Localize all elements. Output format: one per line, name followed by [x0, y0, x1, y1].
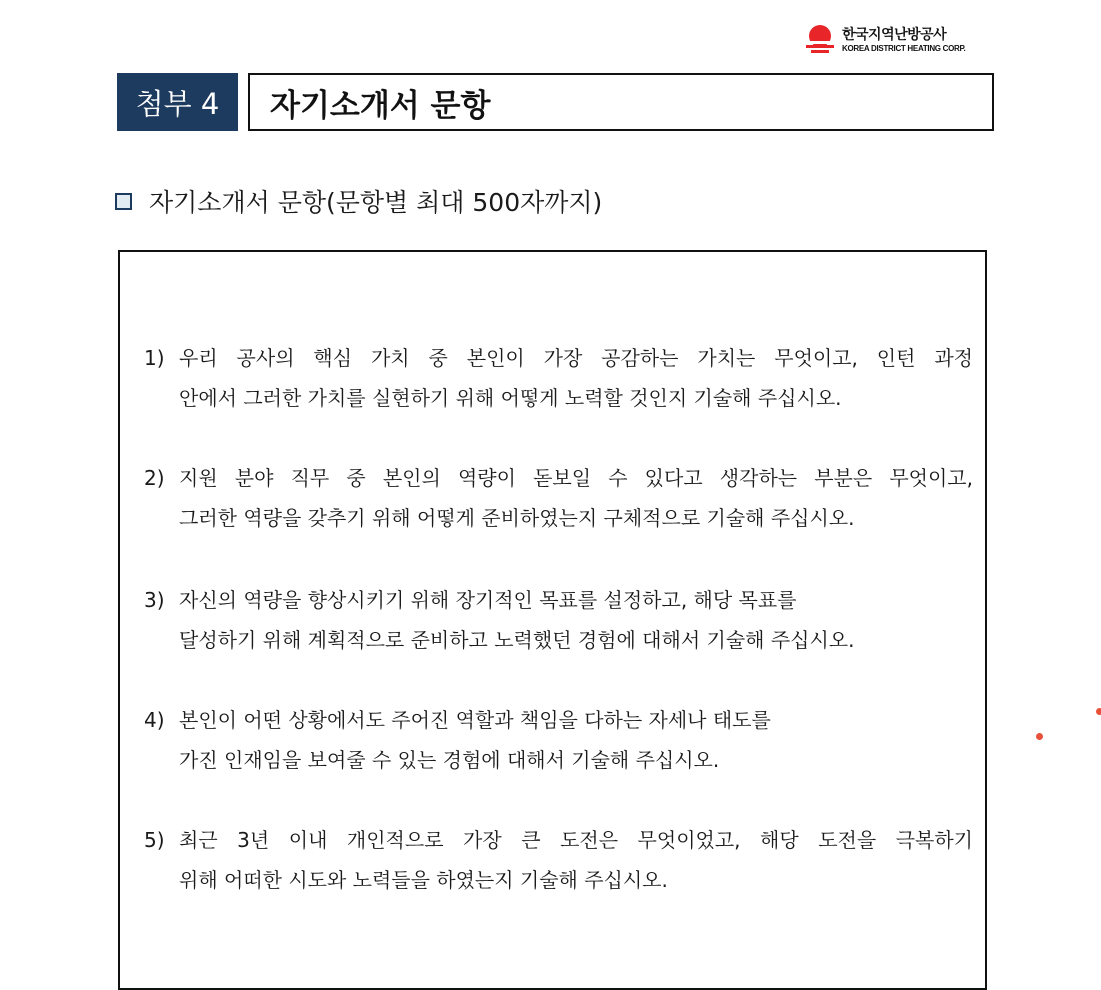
question-number: 1) [144, 346, 165, 370]
question-text: 지원 분야 직무 중 본인의 역량이 돋보일 수 있다고 생각하는 부분은 무엇이고, [179, 466, 973, 490]
question-text-continued: 달성하기 위해 계획적으로 준비하고 노력했던 경험에 대해서 기술해 주십시오. [179, 628, 855, 652]
subheading-text: 자기소개서 문항(문항별 최대 500자까지) [149, 188, 603, 217]
question-item [144, 338, 973, 418]
question-number: 2) [144, 466, 165, 490]
question-text-continued: 안에서 그러한 가치를 실현하기 위해 어떻게 노력할 것인지 기술해 주십시오. [179, 386, 842, 410]
question-item [144, 700, 771, 780]
page-title: 자기소개서 문항 [270, 87, 491, 124]
question-number: 4) [144, 708, 165, 732]
question-line [144, 820, 973, 860]
question-line [144, 700, 771, 740]
question-item [144, 458, 973, 538]
question-item [144, 580, 854, 660]
question-number: 5) [144, 828, 165, 852]
attachment-tag: 첨부 4 [117, 73, 238, 131]
question-number: 3) [144, 588, 165, 612]
section-subheading [115, 183, 602, 219]
red-dot-mark [1096, 708, 1101, 715]
sun-logo-icon [800, 22, 840, 62]
question-text: 우리 공사의 핵심 가치 중 본인이 가장 공감하는 가치는 무엇이고, 인턴 과정 [179, 346, 973, 370]
red-dot-mark [1036, 733, 1043, 740]
question-text-continued: 위해 어떠한 시도와 노력들을 하였는지 기술해 주십시오. [179, 868, 668, 892]
checkbox-square-icon [115, 193, 132, 210]
question-text: 본인이 어떤 상황에서도 주어진 역할과 책임을 다하는 자세나 태도를 [179, 708, 771, 732]
logo-name-english: KOREA DISTRICT HEATING CORP. [842, 44, 966, 53]
question-item [144, 820, 973, 900]
questions-box [118, 250, 987, 990]
question-line [144, 458, 973, 498]
company-logo [800, 22, 990, 62]
title-box [248, 73, 994, 131]
question-text: 자신의 역량을 향상시키기 위해 장기적인 목표를 설정하고, 해당 목표를 [179, 588, 797, 612]
question-text-continued: 가진 인재임을 보여줄 수 있는 경험에 대해서 기술해 주십시오. [179, 748, 720, 772]
question-text-continued: 그러한 역량을 갖추기 위해 어떻게 준비하였는지 구체적으로 기술해 주십시오. [179, 506, 855, 530]
question-line [144, 580, 854, 620]
question-text: 최근 3년 이내 개인적으로 가장 큰 도전은 무엇이었고, 해당 도전을 극복하기 [179, 828, 973, 852]
question-line [144, 338, 973, 378]
logo-name-korean: 한국지역난방공사 [842, 27, 947, 43]
